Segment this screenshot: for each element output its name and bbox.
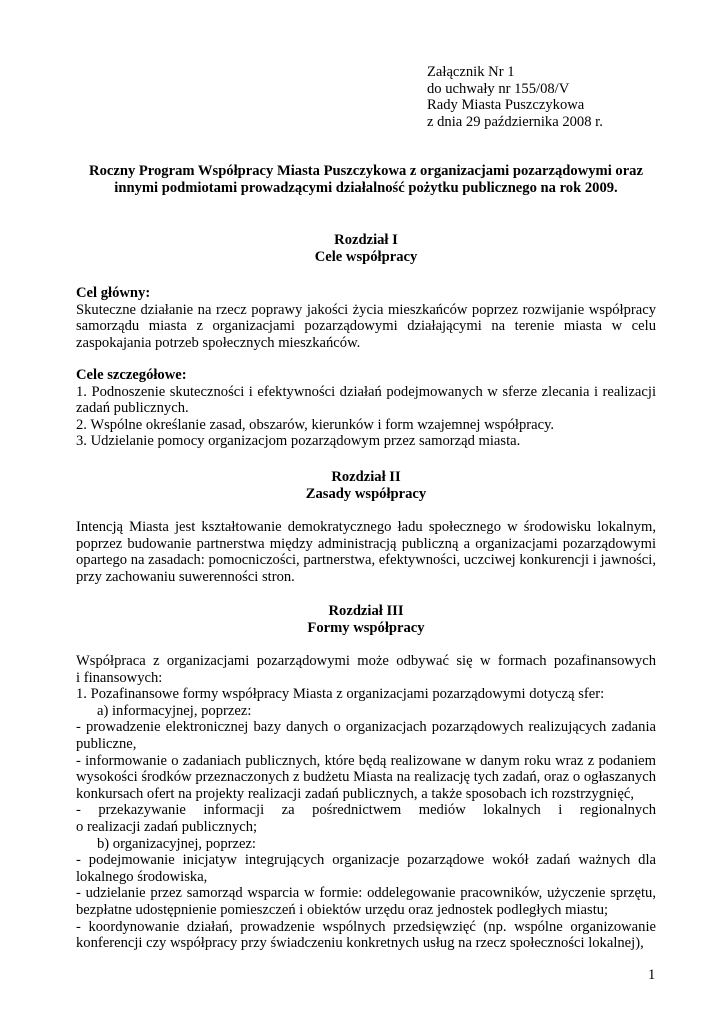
chapter-3-title: Rozdział III: [328, 603, 404, 619]
detail-goals-label: Cele szczegółowe:: [76, 367, 187, 383]
list-item: - udzielanie przez samorząd wsparcia w formie: oddelegowanie pracowników, użyczenie sprzętu,: [76, 885, 656, 902]
chapter-1-title: Rozdział I: [334, 232, 398, 248]
detail-goals-section: [76, 367, 656, 450]
list-item: lokalnego środowiska,: [76, 868, 208, 885]
list-item: 1. Pozafinansowe formy współpracy Miasta z organizacjami pozarządowymi dotyczą sfer:: [76, 686, 605, 703]
page-number: 1: [648, 967, 656, 983]
sub-list-label: b) organizacyjnej, poprzez:: [97, 835, 256, 852]
chapter-3-heading: [76, 603, 656, 636]
list-item: - podejmowanie inicjatyw integrujących organizacje pozarządowe wokół zadań ważnych dla: [76, 852, 656, 869]
main-goal-text: Skuteczne działanie na rzecz poprawy jakości życia mieszkańców poprzez rozwijanie współpracy: [76, 301, 656, 318]
paragraph-line: opartego na zasadach: pomocniczości, partnerstwa, efektywności, uczciwej konkurencji i jawności,: [76, 552, 656, 569]
list-item: - koordynowanie działań, prowadzenie wspólnych przedsięwzięć (np. wspólne organizowanie: [76, 918, 656, 935]
title-line: innymi podmiotami prowadzącymi działalność pożytku publicznego na rok 2009.: [114, 179, 618, 196]
paragraph-line: poprzez budowanie partnerstwa między administracją publiczną a organizacjami pozarządowymi: [76, 535, 656, 552]
detail-goal-item: 2. Wspólne określanie zasad, obszarów, kierunków i form wzajemnej współpracy.: [76, 416, 555, 433]
chapter-2-heading: [76, 469, 656, 502]
detail-goal-item: 1. Podnoszenie skuteczności i efektywności działań podejmowanych w sferze zlecania i realizacji: [76, 383, 656, 400]
chapter-2-subtitle: Zasady współpracy: [305, 485, 427, 502]
chapter-1-heading: [76, 232, 656, 265]
annex-line: Rady Miasta Puszczykowa: [427, 97, 585, 114]
detail-goal-item: zadań publicznych.: [76, 400, 189, 417]
list-item: bezpłatne udostępnienie pomieszczeń i obiektów urzędu oraz jednostek podległych miastu;: [76, 901, 609, 918]
list-item: konferencji czy współpracy przy świadczeniu konkretnych usług na rzecz społeczności lokalnej),: [76, 935, 644, 952]
chapter-3-subtitle: Formy współpracy: [307, 619, 425, 636]
annex-line: do uchwały nr 155/08/V: [427, 80, 570, 97]
main-goal-text: zaspokajania potrzeb społecznych mieszkańców.: [76, 334, 361, 351]
paragraph-line: Współpraca z organizacjami pozarządowymi może odbywać się w formach pozafinansowych: [76, 653, 656, 669]
forms-section: [76, 653, 656, 952]
list-item: - prowadzenie elektronicznej bazy danych o organizacjach pozarządowych realizujących zadania: [76, 719, 656, 736]
list-item: publiczne,: [76, 735, 137, 752]
list-item: - przekazywanie informacji za pośrednictwem mediów lokalnych i regionalnych: [76, 802, 656, 819]
list-item: wysokości środków przeznaczonych z budżetu Miasta na realizację tych zadań, oraz o ogłaszanych: [76, 769, 656, 786]
paragraph-line: przy zachowaniu suwerenności stron.: [76, 568, 295, 585]
list-item: o realizacji zadań publicznych;: [76, 818, 258, 835]
list-item: konkursach ofert na projekty realizacji zadań publicznych, a także sposobach ich rozstrzygnięć,: [76, 785, 634, 802]
paragraph-line: Intencją Miasta jest kształtowanie demokratycznego ładu społecznego w środowisku lokalnym,: [76, 519, 656, 535]
main-goal-label: Cel główny:: [76, 285, 151, 301]
title-line: Roczny Program Współpracy Miasta Puszczykowa z organizacjami pozarządowymi oraz: [89, 163, 643, 179]
detail-goal-item: 3. Udzielanie pomocy organizacjom pozarządowym przez samorząd miasta.: [76, 433, 521, 450]
document-title: [76, 163, 656, 196]
main-goal-section: [76, 285, 656, 351]
main-goal-text: samorządu miasta z organizacjami pozarządowymi działającymi na terenie miasta w celu: [76, 318, 656, 335]
annex-line: z dnia 29 października 2008 r.: [427, 113, 603, 130]
principles-paragraph: [76, 519, 656, 585]
chapter-1-subtitle: Cele współpracy: [314, 248, 418, 265]
sub-list-label: a) informacyjnej, poprzez:: [97, 702, 252, 719]
annex-line: Załącznik Nr 1: [427, 64, 515, 80]
chapter-2-title: Rozdział II: [331, 469, 401, 485]
list-item: - informowanie o zadaniach publicznych, które będą realizowane w danym roku wraz z podaniem: [76, 752, 656, 769]
annex-header: [427, 64, 603, 130]
paragraph-line: i finansowych:: [76, 669, 163, 686]
